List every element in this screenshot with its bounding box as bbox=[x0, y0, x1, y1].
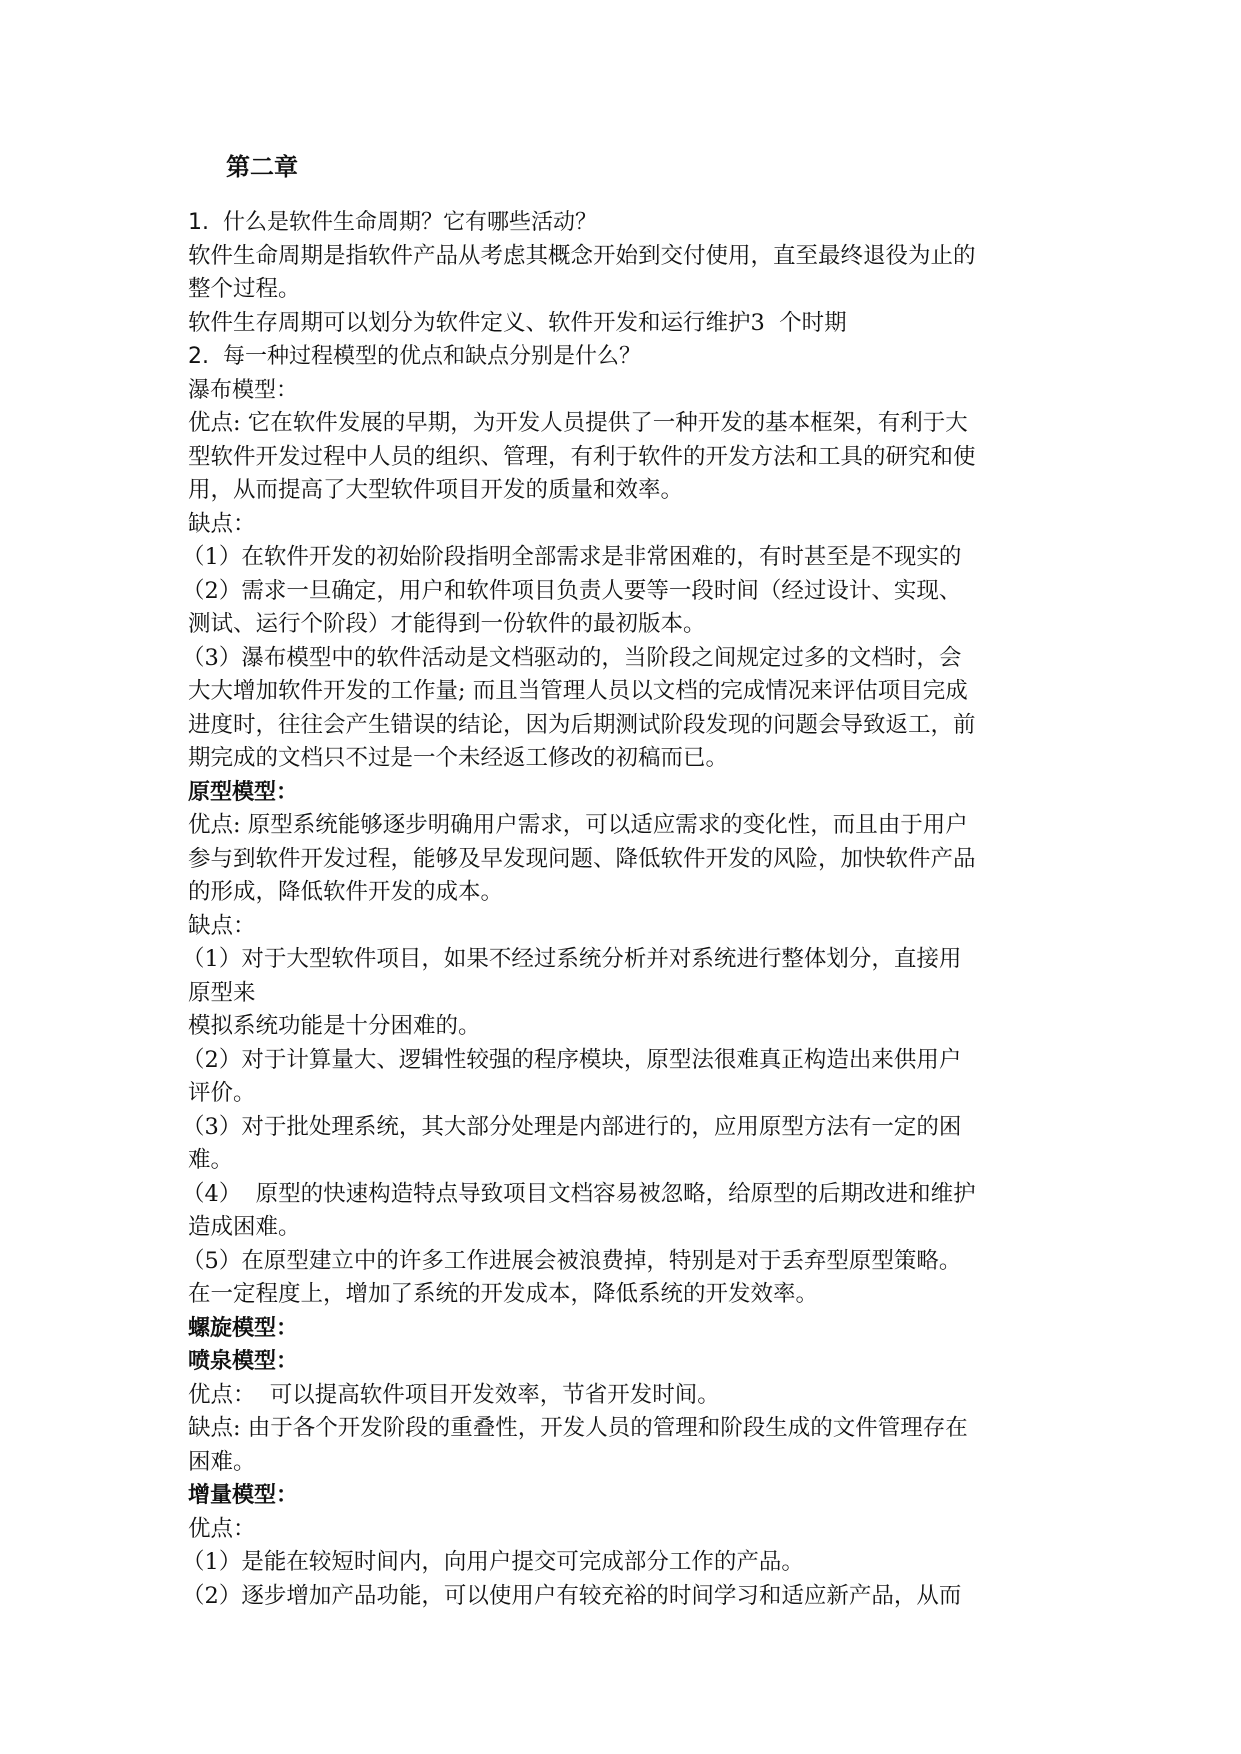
prototype-pros-line: 优点: 原型系统能够逐步明确用户需求，可以适应需求的变化性，而且由于用户 bbox=[188, 812, 968, 838]
waterfall-cons-line: （1）在软件开发的初始阶段指明全部需求是非常困难的，有时甚至是不现实的 bbox=[182, 544, 962, 570]
question-2-title: 2. 每一种过程模型的优点和缺点分别是什么？ bbox=[188, 344, 641, 369]
prototype-cons-line: 造成困难。 bbox=[188, 1214, 301, 1240]
incremental-pros-label: 优点： bbox=[188, 1515, 256, 1542]
waterfall-cons-line: 进度时，往往会产生错误的结论，因为后期测试阶段发现的问题会导致返工，前 bbox=[188, 711, 976, 738]
fountain-cons-line: 缺点: 由于各个开发阶段的重叠性，开发人员的管理和阶段生成的文件管理存在 bbox=[188, 1415, 968, 1441]
waterfall-cons-label: 缺点： bbox=[188, 510, 256, 537]
incremental-heading: 增量模型： bbox=[188, 1483, 299, 1508]
prototype-cons-line: 在一定程度上，增加了系统的开发成本，降低系统的开发效率。 bbox=[188, 1281, 819, 1307]
prototype-heading: 原型模型： bbox=[188, 779, 299, 805]
waterfall-pros-line: 用，从而提高了大型软件项目开发的质量和效率。 bbox=[188, 477, 684, 503]
prototype-cons-line: 原型来 bbox=[188, 979, 256, 1006]
prototype-cons-line: （4） 原型的快速构造特点导致项目文档容易被忽略，给原型的后期改进和维护 bbox=[182, 1180, 976, 1207]
spiral-heading: 螺旋模型： bbox=[188, 1315, 299, 1341]
waterfall-cons-line: 大大增加软件开发的工作量; 而且当管理人员以文档的完成情况来评估项目完成 bbox=[188, 678, 968, 704]
question-1-title: 1. 什么是软件生命周期？它有哪些活动？ bbox=[188, 210, 597, 235]
question-1-answer-line: 软件生命周期是指软件产品从考虑其概念开始到交付使用，直至最终退役为止的 bbox=[188, 242, 976, 269]
prototype-cons-label: 缺点： bbox=[188, 912, 256, 939]
waterfall-cons-line: 测试、运行个阶段）才能得到一份软件的最初版本。 bbox=[188, 611, 706, 637]
prototype-pros-line: 的形成，降低软件开发的成本。 bbox=[188, 879, 504, 905]
prototype-cons-line: （3）对于批处理系统，其大部分处理是内部进行的，应用原型方法有一定的困 bbox=[182, 1113, 962, 1140]
document-body bbox=[182, 150, 1068, 1613]
waterfall-cons-line: （2）需求一旦确定，用户和软件项目负责人要等一段时间（经过设计、实现、 bbox=[182, 577, 962, 604]
prototype-cons-line: （2）对于计算量大、逻辑性较强的程序模块，原型法很难真正构造出来供用户 bbox=[182, 1046, 962, 1073]
fountain-cons-line: 困难。 bbox=[188, 1448, 256, 1475]
fountain-heading: 喷泉模型： bbox=[188, 1349, 299, 1374]
question-1-answer-line: 软件生存周期可以划分为软件定义、软件开发和运行维护3 个时期 bbox=[188, 309, 847, 336]
prototype-cons-line: 评价。 bbox=[188, 1080, 256, 1106]
incremental-pros-line: （2）逐步增加产品功能，可以使用户有较充裕的时间学习和适应新产品，从而 bbox=[182, 1582, 962, 1609]
waterfall-pros-line: 优点: 它在软件发展的早期，为开发人员提供了一种开发的基本框架，有利于大 bbox=[188, 410, 968, 436]
prototype-pros-line: 参与到软件开发过程，能够及早发现问题、降低软件开发的风险，加快软件产品 bbox=[188, 845, 976, 872]
prototype-cons-line: 难。 bbox=[188, 1147, 234, 1173]
incremental-pros-line: （1）是能在较短时间内，向用户提交可完成部分工作的产品。 bbox=[182, 1549, 804, 1575]
question-1-answer-line: 整个过程。 bbox=[188, 276, 301, 302]
fountain-pros-line: 优点： 可以提高软件项目开发效率，节省开发时间。 bbox=[188, 1381, 720, 1408]
prototype-cons-line: 模拟系统功能是十分困难的。 bbox=[188, 1013, 481, 1039]
chapter-title: 第二章 bbox=[226, 153, 298, 181]
prototype-cons-line: （5）在原型建立中的许多工作进展会被浪费掉，特别是对于丢弃型原型策略。 bbox=[182, 1247, 962, 1274]
waterfall-cons-line: （3）瀑布模型中的软件活动是文档驱动的，当阶段之间规定过多的文档时，会 bbox=[182, 644, 962, 671]
waterfall-heading: 瀑布模型： bbox=[188, 377, 299, 403]
waterfall-pros-line: 型软件开发过程中人员的组织、管理，有利于软件的开发方法和工具的研究和使 bbox=[188, 443, 976, 470]
prototype-cons-line: （1）对于大型软件项目，如果不经过系统分析并对系统进行整体划分，直接用 bbox=[182, 946, 962, 972]
waterfall-cons-line: 期完成的文档只不过是一个未经返工修改的初稿而已。 bbox=[188, 745, 729, 771]
